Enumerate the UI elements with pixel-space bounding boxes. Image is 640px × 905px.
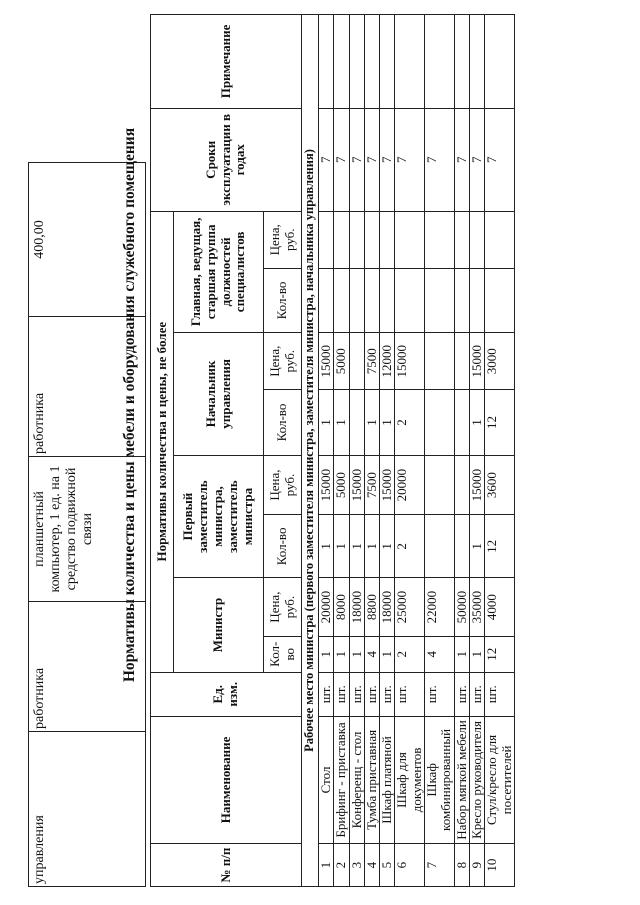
- service-life: 7: [349, 108, 364, 211]
- minister-qty: 1: [380, 636, 395, 672]
- chief-qty: [349, 268, 364, 332]
- header-qty: Кол-во: [264, 515, 302, 578]
- deputy-price: [454, 455, 469, 515]
- deputy-price: 3600: [485, 455, 515, 515]
- note: [349, 15, 364, 109]
- service-life: 7: [485, 108, 515, 211]
- fragment-cell: 400,00: [29, 163, 146, 317]
- deputy-qty: 1: [334, 515, 349, 578]
- minister-qty: 1: [319, 636, 334, 672]
- note: [425, 15, 455, 109]
- deputy-qty: [454, 515, 469, 578]
- deputy-price: 7500: [364, 455, 379, 515]
- minister-price: 20000: [319, 578, 334, 636]
- chief-qty: [319, 268, 334, 332]
- note: [364, 15, 379, 109]
- unit: шт.: [319, 672, 334, 716]
- table-row: [454, 15, 469, 887]
- deputy-qty: 1: [469, 515, 484, 578]
- row-number: 5: [380, 844, 395, 887]
- head-price: 15000: [469, 333, 484, 390]
- unit: шт.: [380, 672, 395, 716]
- row-number: 7: [425, 844, 455, 887]
- header-note: Примечание: [151, 15, 302, 109]
- deputy-price: 15000: [319, 455, 334, 515]
- chief-price: [334, 211, 349, 268]
- row-number: 6: [395, 844, 425, 887]
- head-price: [454, 333, 469, 390]
- row-number: 1: [319, 844, 334, 887]
- head-qty: 1: [380, 390, 395, 456]
- chief-qty: [334, 268, 349, 332]
- service-life: 7: [319, 108, 334, 211]
- header-price: Цена, руб.: [264, 578, 302, 636]
- table-row: [334, 15, 349, 887]
- table-row: [425, 15, 455, 887]
- note: [485, 15, 515, 109]
- minister-price: 8800: [364, 578, 379, 636]
- chief-price: [364, 211, 379, 268]
- head-qty: 1: [334, 390, 349, 456]
- header-minister: Министр: [174, 578, 264, 672]
- chief-qty: [425, 268, 455, 332]
- norms-table: [150, 14, 515, 887]
- service-life: 7: [454, 108, 469, 211]
- row-number: 2: [334, 844, 349, 887]
- unit: шт.: [425, 672, 455, 716]
- minister-price: 8000: [334, 578, 349, 636]
- header-qty: Кол-во: [264, 390, 302, 456]
- chief-qty: [485, 268, 515, 332]
- head-qty: [454, 390, 469, 456]
- fragment-cell: планшетный компьютер, 1 ед. на 1 средство подвижной связи: [29, 457, 146, 602]
- deputy-price: [425, 455, 455, 515]
- chief-price: [349, 211, 364, 268]
- fragment-cell: управления: [29, 732, 146, 887]
- deputy-qty: 1: [380, 515, 395, 578]
- item-name: Шкаф для документов: [395, 716, 425, 843]
- deputy-price: 5000: [334, 455, 349, 515]
- item-name: Набор мягкой мебели: [454, 716, 469, 843]
- chief-price: [380, 211, 395, 268]
- header-price: Цена, руб.: [264, 333, 302, 390]
- item-name: Стол: [319, 716, 334, 843]
- table-row: [485, 15, 515, 887]
- deputy-qty: 1: [364, 515, 379, 578]
- head-price: 3000: [485, 333, 515, 390]
- item-name: Тумба приставная: [364, 716, 379, 843]
- chief-qty: [454, 268, 469, 332]
- service-life: 7: [364, 108, 379, 211]
- minister-price: 35000: [469, 578, 484, 636]
- header-price: Цена, руб.: [264, 455, 302, 515]
- note: [454, 15, 469, 109]
- item-name: Шкаф платяной: [380, 716, 395, 843]
- head-qty: 12: [485, 390, 515, 456]
- deputy-qty: 2: [395, 515, 425, 578]
- minister-qty: 1: [469, 636, 484, 672]
- service-life: 7: [334, 108, 349, 211]
- unit: шт.: [395, 672, 425, 716]
- unit: шт.: [469, 672, 484, 716]
- service-life: 7: [380, 108, 395, 211]
- table-row: [469, 15, 484, 887]
- item-name: Кресло руководителя: [469, 716, 484, 843]
- minister-price: 18000: [380, 578, 395, 636]
- header-price: Цена, руб.: [264, 211, 302, 268]
- note: [319, 15, 334, 109]
- minister-price: 4000: [485, 578, 515, 636]
- service-life: 7: [395, 108, 425, 211]
- minister-qty: 1: [334, 636, 349, 672]
- deputy-price: 15000: [469, 455, 484, 515]
- minister-price: 50000: [454, 578, 469, 636]
- note: [334, 15, 349, 109]
- deputy-qty: 12: [485, 515, 515, 578]
- header-num: № п/п: [151, 844, 302, 887]
- unit: шт.: [334, 672, 349, 716]
- chief-price: [485, 211, 515, 268]
- item-name: Шкаф комбинированный: [425, 716, 455, 843]
- table-row: [349, 15, 364, 887]
- header-norms: Нормативы количества и цены, не более: [151, 211, 174, 672]
- minister-price: 25000: [395, 578, 425, 636]
- chief-price: [454, 211, 469, 268]
- note: [469, 15, 484, 109]
- note: [395, 15, 425, 109]
- minister-qty: 4: [425, 636, 455, 672]
- chief-qty: [364, 268, 379, 332]
- row-number: 8: [454, 844, 469, 887]
- unit: шт.: [349, 672, 364, 716]
- header-first-deputy: Первый заместитель министра, заместитель министра: [174, 455, 264, 578]
- head-qty: [425, 390, 455, 456]
- service-life: 7: [425, 108, 455, 211]
- table-row: [395, 15, 425, 887]
- item-name: Брифинг - приставка: [334, 716, 349, 843]
- minister-price: 18000: [349, 578, 364, 636]
- note: [380, 15, 395, 109]
- minister-qty: 12: [485, 636, 515, 672]
- deputy-price: 20000: [395, 455, 425, 515]
- header-service-life: Сроки эксплуатации в годах: [151, 108, 302, 211]
- header-unit: Ед. изм.: [151, 672, 302, 716]
- page-title: Нормативы количества и цены мебели и оборудования служебного помещения: [121, 127, 138, 683]
- deputy-qty: [425, 515, 455, 578]
- header-qty: Кол-во: [264, 636, 302, 672]
- item-name: Конференц - стол: [349, 716, 364, 843]
- chief-qty: [469, 268, 484, 332]
- head-price: [349, 333, 364, 390]
- head-price: 5000: [334, 333, 349, 390]
- minister-qty: 4: [364, 636, 379, 672]
- chief-price: [469, 211, 484, 268]
- chief-price: [319, 211, 334, 268]
- chief-qty: [380, 268, 395, 332]
- head-price: 7500: [364, 333, 379, 390]
- header-chief-specialists: Главная, ведущая, старшая группа должностей специалистов: [174, 211, 264, 332]
- fragment-cell: работника: [29, 317, 146, 457]
- row-number: 9: [469, 844, 484, 887]
- minister-price: 22000: [425, 578, 455, 636]
- chief-price: [395, 211, 425, 268]
- head-qty: 1: [319, 390, 334, 456]
- row-number: 10: [485, 844, 515, 887]
- header-qty: Кол-во: [264, 268, 302, 332]
- chief-price: [425, 211, 455, 268]
- head-price: 15000: [395, 333, 425, 390]
- header-name: Наименование: [151, 716, 302, 843]
- table-row: [364, 15, 379, 887]
- head-price: [425, 333, 455, 390]
- head-qty: 2: [395, 390, 425, 456]
- row-number: 3: [349, 844, 364, 887]
- minister-qty: 1: [349, 636, 364, 672]
- section-title: Рабочее место министра (первого заместителя министра, заместителя министра, начальника управления): [302, 15, 319, 887]
- row-number: 4: [364, 844, 379, 887]
- chief-qty: [395, 268, 425, 332]
- unit: шт.: [454, 672, 469, 716]
- head-price: 12000: [380, 333, 395, 390]
- head-price: 15000: [319, 333, 334, 390]
- fragment-cell: работника: [29, 602, 146, 732]
- table-row: [319, 15, 334, 887]
- head-qty: 1: [364, 390, 379, 456]
- deputy-price: 15000: [349, 455, 364, 515]
- unit: шт.: [485, 672, 515, 716]
- item-name: Стул/кресло для посетителей: [485, 716, 515, 843]
- minister-qty: 2: [395, 636, 425, 672]
- deputy-qty: 1: [349, 515, 364, 578]
- deputy-price: 15000: [380, 455, 395, 515]
- header-head: Начальник управления: [174, 333, 264, 456]
- head-qty: 1: [469, 390, 484, 456]
- minister-qty: 1: [454, 636, 469, 672]
- head-qty: [349, 390, 364, 456]
- deputy-qty: 1: [319, 515, 334, 578]
- table-row: [380, 15, 395, 887]
- service-life: 7: [469, 108, 484, 211]
- unit: шт.: [364, 672, 379, 716]
